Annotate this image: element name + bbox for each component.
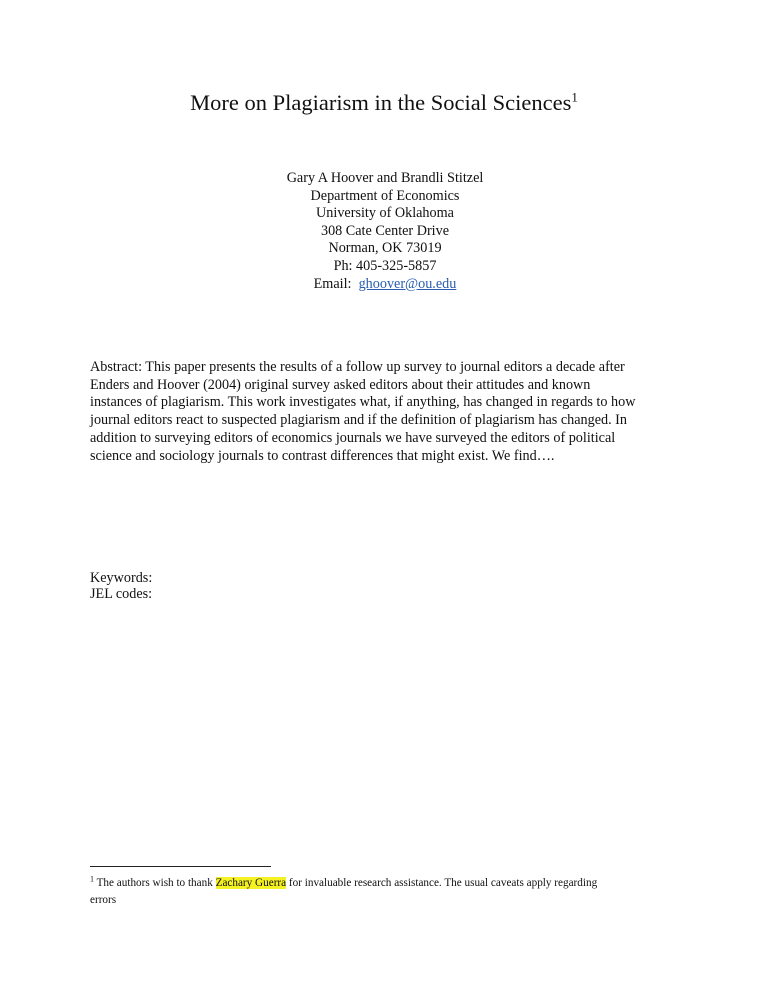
footnote-marker: 1 — [90, 874, 94, 884]
highlighted-name: Zachary Guerra — [215, 877, 287, 889]
abstract-line: instances of plagiarism. This work investigates what, if anything, has changed in regards to how — [90, 394, 636, 411]
jel-codes-label: JEL codes: — [90, 586, 153, 602]
footnote — [90, 875, 680, 909]
email-link[interactable]: ghoover@ou.edu — [358, 275, 457, 292]
footnote-text-after: for invaluable research assistance. The usual caveats apply regarding — [286, 877, 598, 889]
abstract — [90, 359, 680, 465]
abstract-line: Abstract: This paper presents the results of a follow up survey to journal editors a decade after — [90, 359, 625, 375]
paper-title — [0, 88, 768, 118]
department: Department of Economics — [310, 187, 460, 204]
abstract-line: addition to surveying editors of economics journals we have surveyed the editors of political — [90, 429, 616, 446]
university: University of Oklahoma — [316, 205, 454, 222]
keywords-block — [90, 570, 152, 602]
email-line — [240, 276, 530, 294]
author-affiliation-block — [240, 170, 530, 293]
abstract-line: science and sociology journals to contrast differences that might exist. We find…. — [90, 447, 555, 464]
paper-title-text: More on Plagiarism in the Social Sciences — [190, 90, 572, 115]
footnote-separator — [90, 866, 271, 867]
footnote-continuation: errors — [90, 894, 117, 906]
abstract-line: journal editors react to suspected plagiarism and if the definition of plagiarism has changed. In — [90, 412, 627, 429]
footnote-line — [90, 875, 680, 892]
footnote-text-before: The authors wish to thank — [94, 877, 216, 889]
authors: Gary A Hoover and Brandli Stitzel — [286, 170, 484, 186]
keywords-label: Keywords: — [90, 570, 153, 586]
abstract-line: Enders and Hoover (2004) original survey asked editors about their attitudes and known — [90, 376, 591, 393]
email-label: Email: — [313, 275, 352, 292]
city-state-zip: Norman, OK 73019 — [328, 240, 442, 257]
street-address: 308 Cate Center Drive — [320, 222, 450, 239]
title-footnote-ref[interactable]: 1 — [571, 89, 578, 105]
phone: Ph: 405-325-5857 — [333, 257, 437, 274]
